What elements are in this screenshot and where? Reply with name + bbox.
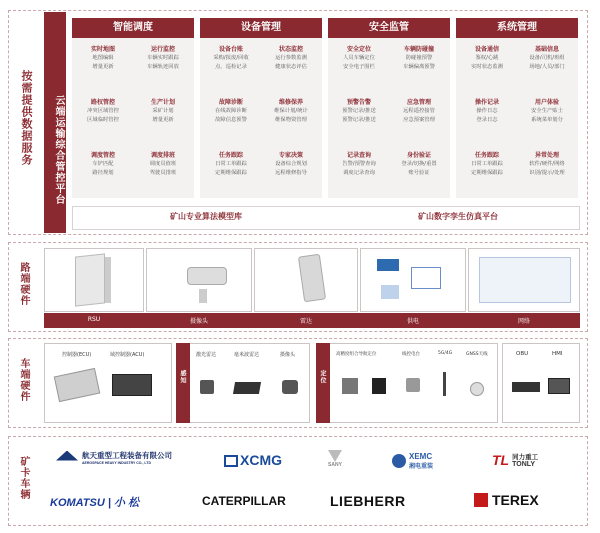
logo-terex: [474, 492, 539, 508]
function-detail: 维保计划/统计: [274, 108, 308, 114]
function-detail: 驾驶员排班: [149, 170, 177, 176]
sensing-label: 感知: [179, 370, 186, 384]
obu-image: [512, 382, 540, 392]
function-title: 设备台账: [218, 46, 243, 53]
function-detail: 设备综合规划: [275, 161, 307, 167]
logo-xemc-sub: XEMC: [409, 452, 433, 461]
function-detail: 车辆实时跟踪: [147, 55, 179, 61]
logo-xcmg-text: XCMG: [240, 452, 282, 468]
function-detail: 场地/人员/部门: [529, 64, 565, 70]
function-title: 操作记录: [474, 99, 499, 106]
function-title: 异常处理: [534, 152, 559, 159]
function-card: [462, 147, 512, 186]
tonly-mark-icon: TL: [492, 452, 510, 468]
function-title: 任务跟踪: [474, 152, 499, 159]
function-card: [394, 94, 444, 133]
logo-terex-text: TEREX: [492, 492, 539, 508]
function-detail: 故障信息预警: [215, 117, 247, 123]
vehicle-camera-label: 摄像头: [280, 352, 296, 358]
logo-tonly: [492, 452, 538, 468]
logo-xcmg: [224, 452, 282, 468]
function-detail: 安全电子围栏: [343, 64, 375, 70]
function-card: [206, 94, 256, 133]
function-detail: 远程遥控接管: [403, 108, 435, 114]
radio-label: 线控电台: [402, 352, 420, 357]
xcmg-mark-icon: [224, 455, 238, 467]
category-column: [328, 18, 450, 198]
function-detail: 防碰撞预警: [405, 55, 433, 61]
function-detail: 路径规划: [92, 170, 114, 176]
category-column: [456, 18, 578, 198]
function-detail: 增量更新: [152, 117, 174, 123]
vehicle-hardware-label: 车端硬件: [18, 358, 29, 402]
cloud-service-label: 按需提供数据服务: [20, 70, 33, 166]
function-title: 预警告警: [346, 99, 371, 106]
logo-sany: [326, 450, 344, 468]
function-card: [138, 94, 188, 133]
lidar-image: [200, 380, 214, 394]
function-card: [78, 41, 128, 80]
function-detail: 区域临时管控: [87, 117, 119, 123]
function-detail: 日常工单跟踪: [215, 161, 247, 167]
function-title: 运行监控: [150, 46, 175, 53]
radar-image: [254, 248, 358, 312]
function-title: 调度管控: [90, 152, 115, 159]
cloud-platform-label: [44, 12, 66, 233]
logo-aerospace-sub: AEROSPACE HEAVY INDUSTRY CO., LTD: [82, 461, 151, 465]
function-detail: 车铲匹配: [92, 161, 114, 167]
function-card: [394, 41, 444, 80]
function-detail: 操作日志: [476, 108, 498, 114]
category-column: [72, 18, 194, 198]
function-card: [78, 94, 128, 133]
function-card: [334, 94, 384, 133]
hmi-image: [548, 378, 570, 394]
function-detail: 识别/提示/处理: [529, 170, 565, 176]
function-detail: 应急预案管理: [403, 117, 435, 123]
function-detail: 增量更新: [92, 64, 114, 70]
digital-twin-label: 矿山数字孪生仿真平台: [418, 212, 498, 221]
function-card: [394, 147, 444, 186]
category-title: 安全监管: [328, 18, 450, 38]
function-title: 设备通信: [474, 46, 499, 53]
category-title: 智能调度: [72, 18, 194, 38]
function-detail: 告警/预警查询: [342, 161, 376, 167]
obu-label: OBU: [516, 351, 529, 357]
function-detail: 车辆轨迹回放: [147, 64, 179, 70]
function-title: 专家决策: [278, 152, 303, 159]
network-image: [468, 248, 580, 312]
function-detail: 登录日志: [476, 117, 498, 123]
gnss-nav-label: 高精度组合导航定位: [336, 352, 377, 357]
mmwave-radar-image: [233, 382, 261, 394]
function-detail: 鉴权/心跳: [475, 55, 499, 61]
road-hardware-label: 路端硬件: [18, 262, 29, 306]
function-detail: 点、巡检记录: [215, 64, 247, 70]
function-detail: 定期维保跟踪: [471, 170, 503, 176]
function-card: [266, 41, 316, 80]
function-detail: 日常工单跟踪: [471, 161, 503, 167]
road-label-radar: 雷达: [299, 318, 312, 325]
function-title: 实时地图: [90, 46, 115, 53]
function-detail: 软件/硬件/网络: [529, 161, 565, 167]
function-card: [334, 147, 384, 186]
positioning-label: 定位: [319, 370, 326, 384]
function-title: 车辆防碰撞: [403, 46, 434, 53]
function-card: [334, 41, 384, 80]
function-detail: 安全生产贴士: [531, 108, 563, 114]
cloud-platform-text: 云端运输综合管控平台: [53, 95, 64, 205]
logo-xemc-text: 湘电重装: [409, 464, 434, 470]
logo-komatsu: KOMATSU | 小 松: [50, 497, 140, 509]
terex-mark-icon: [474, 493, 488, 507]
algorithm-library-label: 矿山专业算法模型库: [170, 212, 242, 221]
category-column: [200, 18, 322, 198]
function-card: [206, 41, 256, 80]
radio-image: [406, 378, 420, 392]
function-title: 记录查询: [346, 152, 371, 159]
function-detail: 远程维修指导: [275, 170, 307, 176]
function-card: [78, 147, 128, 186]
power-image: [360, 248, 466, 312]
function-card: [522, 147, 572, 186]
function-card: [266, 147, 316, 186]
function-detail: 实时状态监测: [471, 64, 503, 70]
function-detail: 定期维保跟踪: [215, 170, 247, 176]
function-detail: 采购/报废/回收: [213, 55, 249, 61]
road-label-camera: 摄像头: [189, 318, 208, 325]
vehicle-camera-image: [282, 380, 298, 394]
lidar-label: 激光雷达: [196, 352, 217, 358]
trucks-label: 矿卡车辆: [18, 456, 29, 500]
algorithm-bar: [72, 206, 580, 230]
road-label-power: 供电: [406, 318, 419, 325]
category-title: 设备管理: [200, 18, 322, 38]
sany-mark-icon: [328, 450, 342, 462]
function-detail: 在线故障诊断: [215, 108, 247, 114]
function-title: 故障诊断: [218, 99, 243, 106]
hmi-label: HMI: [552, 351, 563, 357]
function-title: 维修保养: [278, 99, 303, 106]
aerospace-mark-icon: [56, 451, 78, 461]
function-detail: 账号验证: [408, 170, 430, 176]
rsu-image: [44, 248, 144, 312]
logo-tonly-sub: TONLY: [512, 461, 536, 468]
function-title: 基础信息: [534, 46, 559, 53]
function-card: [138, 41, 188, 80]
mmwave-radar-label: 毫米波雷达: [234, 352, 260, 358]
function-title: 身份验证: [406, 152, 431, 159]
function-detail: 调度记录查询: [343, 170, 375, 176]
function-title: 状态监控: [278, 46, 303, 53]
function-detail: 人员车辆定位: [343, 55, 375, 61]
logo-aerospace-text: 航天重型工程装备有限公司: [82, 451, 172, 460]
function-card: [522, 41, 572, 80]
logo-tonly-text: 同力重工: [512, 454, 539, 461]
function-detail: 冲突区域管控: [87, 108, 119, 114]
gnss-nav-image: [342, 378, 358, 394]
function-detail: 车辆偏离预警: [403, 64, 435, 70]
function-detail: 预警记录/推送: [342, 108, 376, 114]
function-detail: 调度员值班: [149, 161, 177, 167]
function-card: [138, 147, 188, 186]
gnss-antenna-image: [470, 382, 484, 396]
function-card: [266, 94, 316, 133]
logo-liebherr: LIEBHERR: [330, 493, 406, 509]
acu-label: 域控制器(ACU): [110, 352, 145, 358]
function-detail: 预警记录/推送: [342, 117, 376, 123]
function-detail: 设备/司机/班组: [529, 55, 565, 61]
xemc-mark-icon: [392, 454, 406, 468]
camera-image: [146, 248, 252, 312]
function-detail: 登录/切换/重置: [401, 161, 437, 167]
function-detail: 运行参数监测: [275, 55, 307, 61]
logo-sany-text: SANY: [328, 462, 342, 468]
function-detail: 健康状态评估: [275, 64, 307, 70]
gnss-nav-image-2: [372, 378, 386, 394]
function-title: 调度排班: [150, 152, 175, 159]
logo-xemc: [392, 452, 433, 470]
acu-image: [112, 374, 152, 396]
function-title: 路权管控: [90, 99, 115, 106]
cellular-antenna-image: [443, 372, 446, 396]
function-detail: 系统菜单划分: [531, 117, 563, 123]
ecu-label: 控制器(ECU): [62, 352, 92, 358]
category-title: 系统管理: [456, 18, 578, 38]
function-title: 用户体验: [534, 99, 559, 106]
function-detail: 维保物资管理: [275, 117, 307, 123]
logo-caterpillar: CATERPILLAR: [202, 494, 286, 508]
function-detail: 地图编辑: [92, 55, 114, 61]
function-title: 安全定位: [346, 46, 371, 53]
road-label-network: 网络: [517, 318, 530, 325]
function-title: 任务跟踪: [218, 152, 243, 159]
road-label-rsu: RSU: [87, 316, 101, 323]
function-card: [522, 94, 572, 133]
cellular-label: 5G/4G: [438, 351, 453, 356]
function-title: 应急管理: [406, 99, 431, 106]
function-card: [462, 41, 512, 80]
function-title: 生产计划: [150, 99, 175, 106]
function-detail: 采矿计划: [152, 108, 174, 114]
logo-aerospace: [56, 450, 186, 465]
function-card: [206, 147, 256, 186]
gnss-antenna-label: GNSS天线: [466, 352, 488, 357]
function-card: [462, 94, 512, 133]
